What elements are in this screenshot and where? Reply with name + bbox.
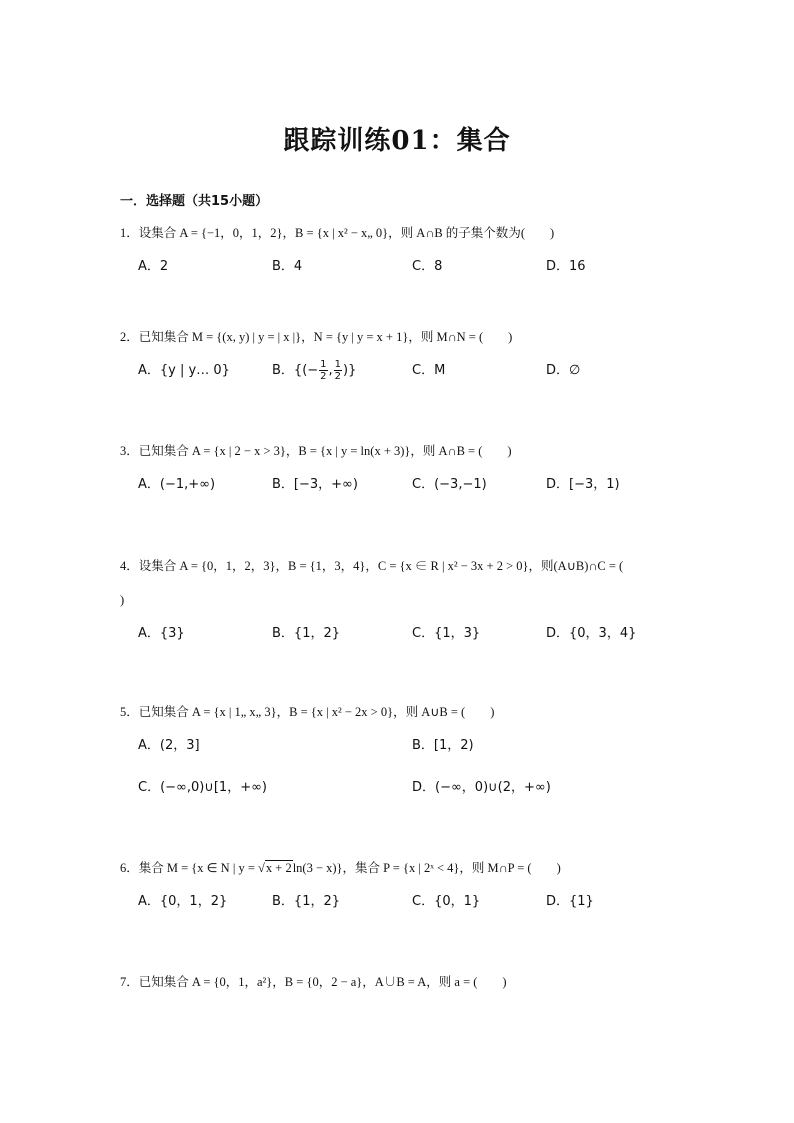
q2-option-d: D．∅ <box>546 363 581 378</box>
q3-option-b: B．[−3，+∞) <box>272 477 358 492</box>
q6-option-b: B．{1，2} <box>272 894 341 909</box>
q5-option-b: B．[1，2) <box>412 738 474 753</box>
question-4 <box>120 549 680 659</box>
fraction-numerator: 1 <box>334 359 342 370</box>
question-5-stem: 5．已知集合 A = {x | 1„ x„ 3}，B = {x | x² − 2x > 0}，则 A∪B = ( ) <box>120 705 495 719</box>
question-1-stem: 1．设集合 A = {−1，0，1，2}，B = {x | x² − x„ 0}，则 A∩B 的子集个数为( ) <box>120 226 555 240</box>
question-1-options <box>120 250 680 292</box>
fraction-numerator: 1 <box>320 359 327 370</box>
q6-option-d: D．{1} <box>546 894 594 909</box>
q5-option-d: D．(−∞，0)∪(2，+∞) <box>412 780 551 795</box>
q2-option-b <box>272 354 356 388</box>
q1-option-a: A．2 <box>138 259 169 274</box>
q2-option-a: A．{y | y… 0} <box>138 363 230 378</box>
fraction <box>334 359 342 382</box>
question-7-stem: 7．已知集合 A = {0，1，a²}，B = {0，2 − a}，A∪B = A，则 a = ( ) <box>120 975 507 989</box>
q4-option-c: C．{1，3} <box>412 626 481 641</box>
question-6-stem: 6．集合 M = {x ∈ N | y = √x + 2ln(3 − x)}，集合 P = {x | 2ˣ < 4}，则 M∩P = ( ) <box>120 861 561 875</box>
question-5 <box>120 695 680 813</box>
question-7 <box>120 965 680 999</box>
q1-option-d: D．16 <box>546 259 586 274</box>
fraction <box>319 359 327 382</box>
section-heading: 一．选择题（共15小题） <box>120 194 269 209</box>
fraction-denominator: 2 <box>320 371 327 382</box>
q5-option-c: C．(−∞,0)∪[1，+∞) <box>138 780 267 795</box>
question-2 <box>120 320 680 396</box>
q1-option-c: C．8 <box>412 259 443 274</box>
q6-sqrt-radicand: x + 2 <box>265 861 292 875</box>
q6-option-a: A．{0，1，2} <box>138 894 228 909</box>
question-2-options <box>120 354 680 396</box>
question-4-stem-line1: 4．设集合 A = {0，1，2，3}，B = {1，3，4}，C = {x ∈ R | x² − 3x + 2 > 0}，则(A∪B)∩C = ( <box>120 559 624 573</box>
question-4-options <box>120 617 680 659</box>
q6-option-c: C．{0，1} <box>412 894 481 909</box>
question-3 <box>120 434 680 510</box>
fraction-denominator: 2 <box>334 371 342 382</box>
q4-option-d: D．{0，3，4} <box>546 626 637 641</box>
q2-option-b-prefix: B．{(− <box>272 363 319 378</box>
question-3-options <box>120 468 680 510</box>
q4-option-b: B．{1，2} <box>272 626 341 641</box>
q3-option-a: A．(−1,+∞) <box>138 477 216 492</box>
q3-option-d: D．[−3，1) <box>546 477 620 492</box>
q1-option-b: B．4 <box>272 259 303 274</box>
q6-stem-suffix: ln(3 − x)}，集合 P = {x | 2ˣ < 4}，则 M∩P = ( ) <box>292 861 561 875</box>
q2-option-c: C．M <box>412 363 446 378</box>
q5-option-a: A．(2，3] <box>138 738 200 753</box>
question-1 <box>120 216 680 292</box>
question-6 <box>120 851 680 927</box>
page-title: 跟踪训练01：集合 <box>283 126 511 156</box>
q2-option-b-suffix: )} <box>343 363 357 378</box>
question-3-stem: 3．已知集合 A = {x | 2 − x > 3}，B = {x | y = ln(x + 3)}，则 A∩B = ( ) <box>120 444 512 458</box>
question-5-options-row-2 <box>120 771 680 813</box>
question-5-options-row-1 <box>120 729 680 771</box>
question-2-stem: 2．已知集合 M = {(x, y) | y = | x |}，N = {y | y = x + 1}，则 M∩N = ( ) <box>120 330 513 344</box>
q2-option-b-separator: , <box>328 363 333 378</box>
q3-option-c: C．(−3,−1) <box>412 477 487 492</box>
question-6-options <box>120 885 680 927</box>
question-4-stem-line2: ) <box>120 593 125 607</box>
q6-stem-prefix: 6．集合 M = {x ∈ N | y = <box>120 861 259 875</box>
q4-option-a: A．{3} <box>138 626 185 641</box>
